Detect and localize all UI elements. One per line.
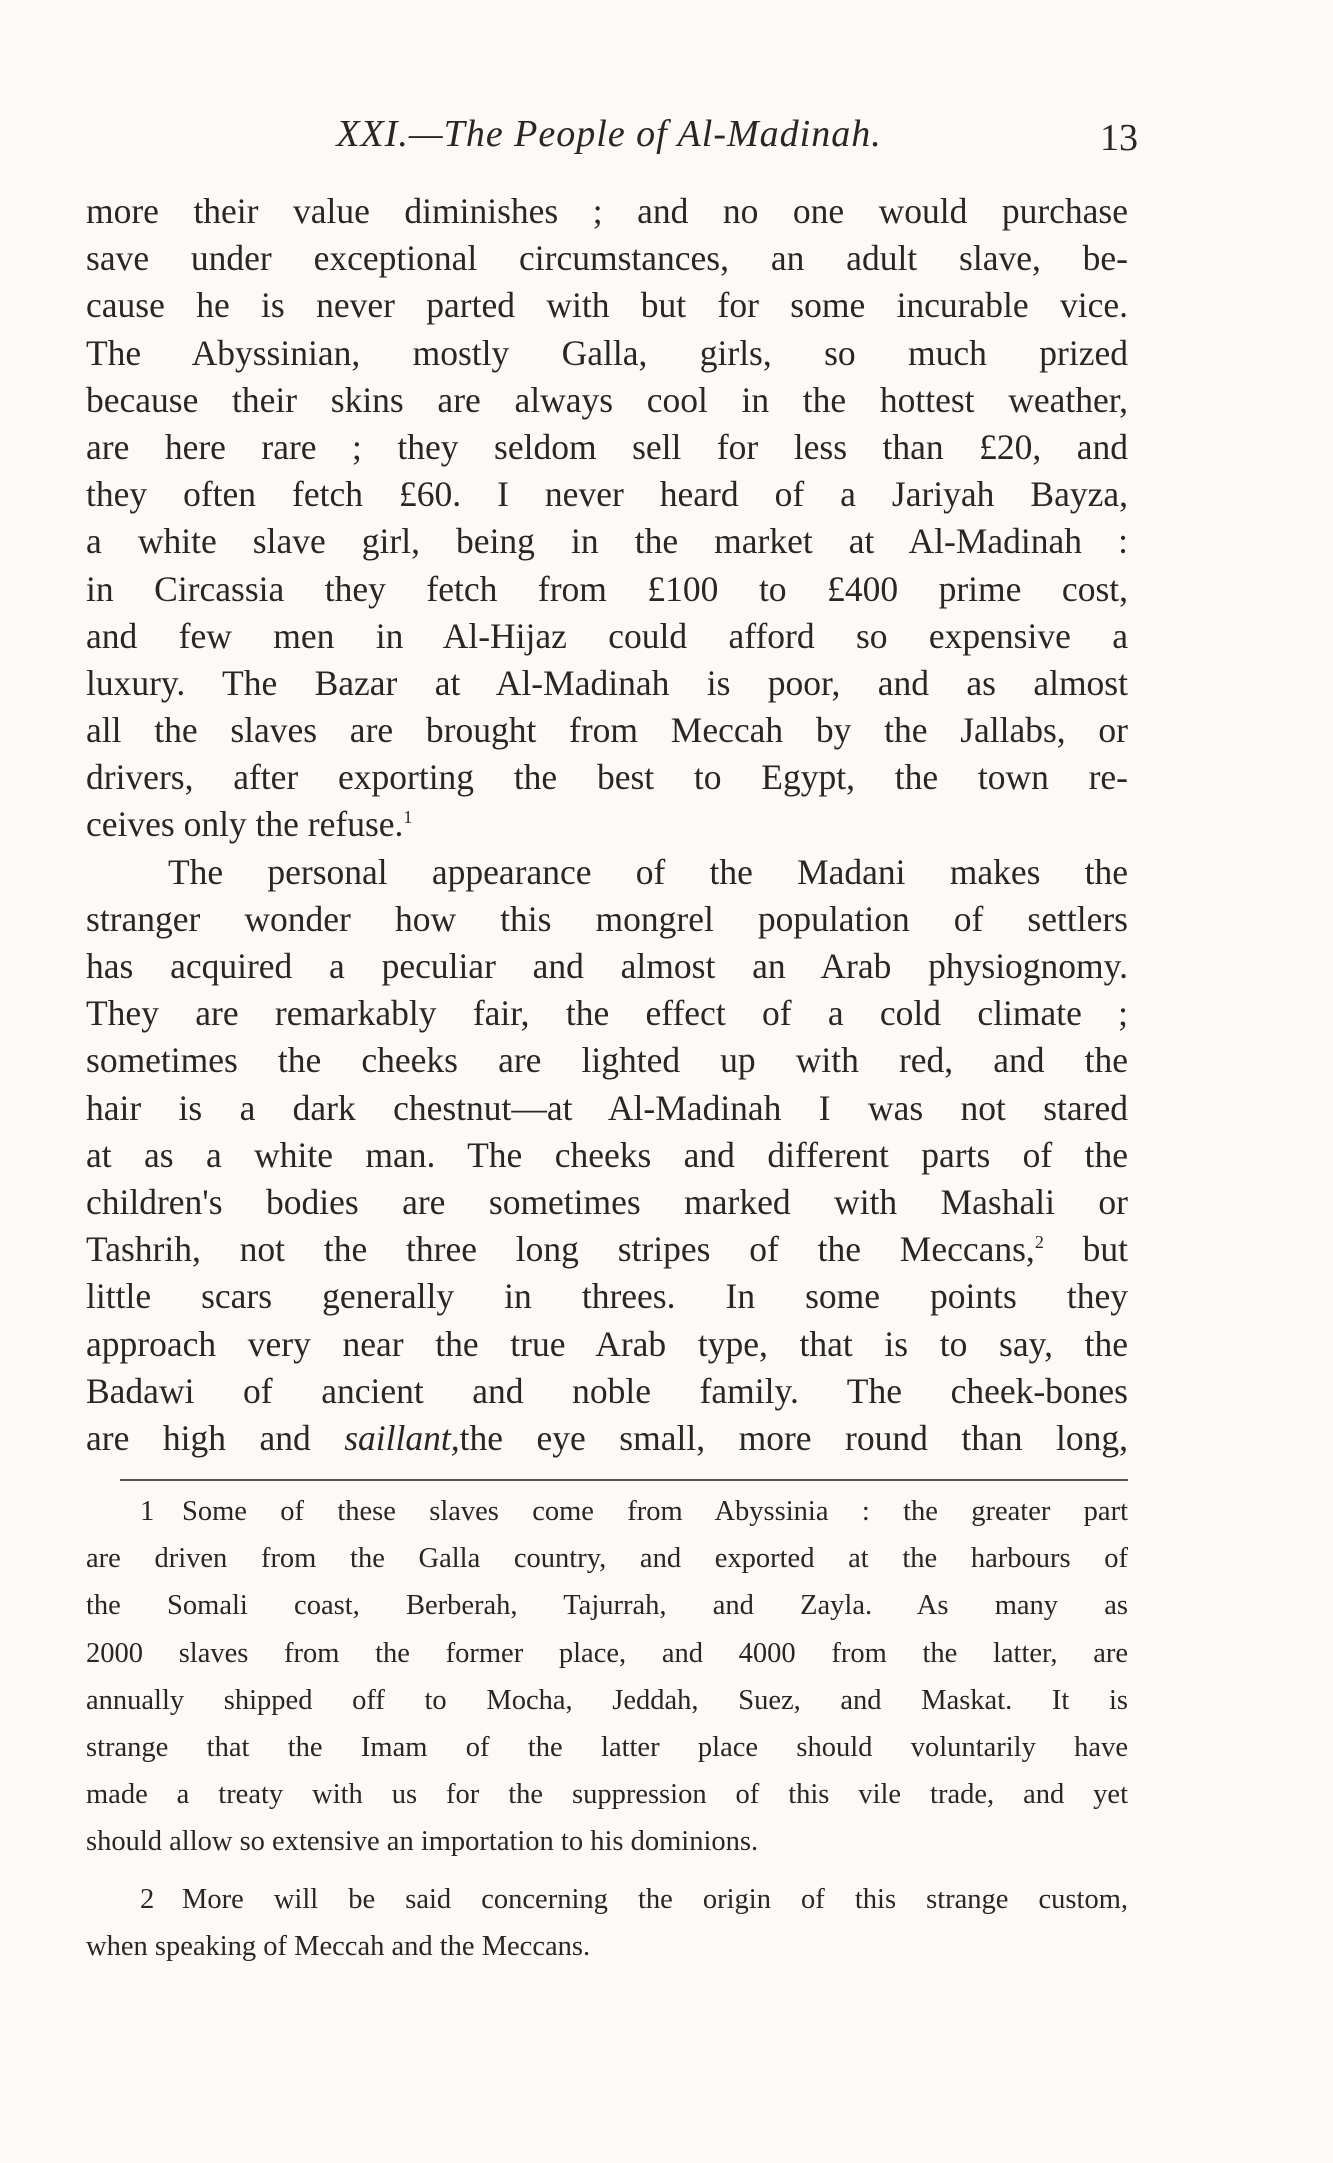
running-head: XXI.—The People of Al-Madinah. (336, 113, 882, 155)
text-line (86, 1226, 1128, 1273)
text-line: sometimes the cheeks are lighted up with red, and the (86, 1040, 1128, 1081)
footnote-line: strange that the Imam of the latter place should voluntarily have (86, 1731, 1128, 1763)
footnote-line: should allow so extensive an importation to his dominions. (86, 1826, 759, 1858)
text-fragment: More will be said concerning the origin of this strange custom, (182, 1883, 1128, 1915)
text-fragment: Some of these slaves come from Abyssinia : the greater part (182, 1496, 1128, 1527)
text-line: in Circassia they fetch from £100 to £400 prime cost, (86, 568, 1128, 609)
footnote-number: 1 (140, 1496, 155, 1527)
footnote-number: 2 (140, 1883, 155, 1915)
paragraph-start: The personal appearance of the Madani makes the (168, 851, 1128, 892)
footnote-line: are driven from the Galla country, and exported at the harbours of (86, 1543, 1128, 1575)
footnotes (86, 1492, 1128, 1974)
footnote-line: made a treaty with us for the suppression of this vile trade, and yet (86, 1779, 1128, 1811)
text-line (86, 801, 1128, 848)
text-line: cause he is never parted with but for some incurable vice. (86, 285, 1128, 326)
text-line: children's bodies are sometimes marked with Mashali or (86, 1181, 1128, 1222)
footnote-2-line (86, 1880, 1128, 1927)
text-fragment: but (1043, 1229, 1128, 1270)
text-fragment: ceives only the refuse. (86, 804, 404, 845)
text-line: more their value diminishes ; and no one would purchase (86, 191, 1128, 231)
text-line (86, 1415, 1128, 1462)
footnote-line: when speaking of Meccah and the Meccans. (86, 1930, 591, 1962)
text-line: approach very near the true Arab type, that is to say, the (86, 1323, 1128, 1364)
text-line: The Abyssinian, mostly Galla, girls, so much prized (86, 332, 1128, 373)
text-line: Badawi of ancient and noble family. The cheek-bones (86, 1370, 1128, 1411)
italic-word: saillant, (344, 1417, 460, 1458)
text-line: save under exceptional circumstances, an adult slave, be- (86, 238, 1128, 279)
footnote-line: annually shipped off to Mocha, Jeddah, Suez, and Maskat. It is (86, 1684, 1128, 1716)
page-header (84, 112, 1138, 162)
text-line: stranger wonder how this mongrel population of settlers (86, 898, 1128, 939)
text-line: they often fetch £60. I never heard of a Jariyah Bayza, (86, 474, 1128, 515)
text-line: hair is a dark chestnut—at Al-Madinah I was not stared (86, 1087, 1128, 1128)
text-line: a white slave girl, being in the market at Al-Madinah : (86, 521, 1128, 562)
footnote-ref-2[interactable]: 2 (1034, 1232, 1044, 1253)
footnote-1-line (86, 1492, 1128, 1539)
text-fragment: the eye small, more round than long, (459, 1417, 1128, 1458)
footnote-ref-1[interactable]: 1 (403, 807, 413, 828)
footnote-line: 2000 slaves from the former place, and 4000 from the latter, are (86, 1637, 1128, 1669)
footnote-gap (86, 1870, 1128, 1880)
text-line: at as a white man. The cheeks and different parts of the (86, 1134, 1128, 1175)
text-line: are here rare ; they seldom sell for less than £20, and (86, 426, 1128, 467)
text-line: little scars generally in threes. In some points they (86, 1276, 1128, 1317)
body-text (86, 188, 1128, 1462)
text-line: because their skins are always cool in the hottest weather, (86, 379, 1128, 420)
footnote-line: the Somali coast, Berberah, Tajurrah, and Zayla. As many as (86, 1590, 1128, 1622)
page-number: 13 (1100, 117, 1138, 159)
text-fragment: Tashrih, not the three long stripes of the Meccans, (86, 1229, 1035, 1270)
text-line: has acquired a peculiar and almost an Arab physiognomy. (86, 946, 1128, 986)
text-line: all the slaves are brought from Meccah by the Jallabs, or (86, 710, 1128, 751)
text-fragment: are high and (86, 1417, 345, 1458)
text-line: luxury. The Bazar at Al-Madinah is poor, and as almost (86, 662, 1128, 703)
text-line: They are remarkably fair, the effect of a cold climate ; (86, 993, 1128, 1034)
footnote-divider (120, 1479, 1128, 1481)
text-line: drivers, after exporting the best to Egypt, the town re- (86, 757, 1128, 798)
text-line: and few men in Al-Hijaz could afford so expensive a (86, 615, 1128, 656)
